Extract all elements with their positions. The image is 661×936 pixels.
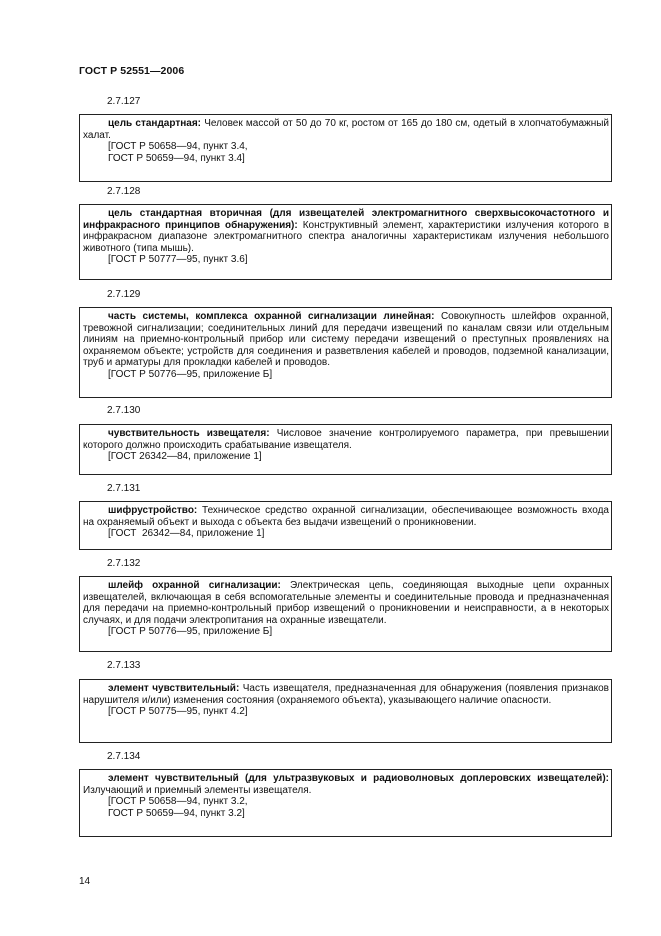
reference: [ГОСТ Р 50776—95, приложение Б] <box>108 626 273 638</box>
reference: [ГОСТ 26342—84, приложение 1] <box>108 528 265 540</box>
term-paragraph <box>83 208 609 254</box>
term: чувствительность извещателя: <box>108 428 270 439</box>
term: цель стандартная: <box>108 118 201 129</box>
reference: ГОСТ Р 50659—94, пункт 3.2] <box>108 807 245 819</box>
term-box <box>79 501 612 550</box>
term-paragraph <box>83 773 609 796</box>
term-box <box>79 679 612 743</box>
reference: [ГОСТ Р 50658—94, пункт 3.4, <box>108 141 248 153</box>
entry-number: 2.7.134 <box>107 751 141 762</box>
reference: [ГОСТ Р 50777—95, пункт 3.6] <box>108 254 248 266</box>
definition: Электрическая цепь, соединяющая выходные цепи охранных извещателей, включающая в себя вспомогательные элементы и соединительные провода и предназначенная для передачи на приемно-контрольный прибор извещений о проникновении и неисправности, а в некоторых случаях, и для подачи электропитания на охранные извещатели. <box>83 580 609 626</box>
definition: Совокупность шлейфов охранной, тревожной сигнализации; соединительных линий для передачи извещений по каналам связи или отдельным линиям на приемно-контрольный прибор или систему передачи извещений о преступных проявлениях на охраняемом объекте; устройств для соединения и разветвления кабелей и проводов, подземной канализации, труб и арматуры для прокладки кабелей и проводов. <box>83 311 609 369</box>
definition: Числовое значение контролируемого параметра, при превышении которого должно происходить срабатывание извещателя. <box>83 428 609 451</box>
term-box <box>79 114 612 182</box>
definition: Техническое средство охранной сигнализации, обеспечивающее возможность входа на охраняемый объект и выхода с объекта без выдачи извещений о проникновении. <box>83 505 609 528</box>
term: часть системы, комплекса охранной сигнализации линейная: <box>108 311 435 322</box>
term: цель стандартная вторичная (для извещателей электромагнитного сверхвысокочастотного и инфракрасного принципов обнаружения): <box>83 208 609 231</box>
document-header: ГОСТ Р 52551—2006 <box>79 65 185 77</box>
definition: Излучающий и приемный элементы извещателя. <box>83 784 312 796</box>
term: элемент чувствительный: <box>108 683 240 694</box>
reference: [ГОСТ Р 50776—95, приложение Б] <box>108 368 273 380</box>
entry-number: 2.7.130 <box>107 405 141 416</box>
term: шифрустройство: <box>108 505 198 516</box>
term-paragraph <box>83 428 609 451</box>
entry-number: 2.7.133 <box>107 660 141 671</box>
term-paragraph <box>83 118 609 141</box>
reference: [ГОСТ 26342—84, приложение 1] <box>108 451 262 463</box>
page-number: 14 <box>79 876 91 887</box>
term-box <box>79 204 612 280</box>
definition: Конструктивный элемент, характеристики излучения которого в инфракрасном диапазоне электромагнитного спектра аналогичны характеристикам излучения небольшого животного (типа мышь). <box>83 219 610 254</box>
definition: Часть извещателя, предназначенная для обнаружения (появления признаков нарушителя и/или) изменения состояния (охраняемого объекта), указывающего наличие опасности. <box>83 683 609 706</box>
entry-number: 2.7.131 <box>107 483 141 494</box>
term-paragraph <box>83 505 609 528</box>
entry-number: 2.7.129 <box>107 289 141 300</box>
entry-number: 2.7.132 <box>107 558 141 569</box>
term-box <box>79 424 612 475</box>
term-box <box>79 769 612 837</box>
reference: [ГОСТ Р 50658—94, пункт 3.2, <box>108 796 248 808</box>
reference: ГОСТ Р 50659—94, пункт 3.4] <box>108 152 245 164</box>
reference: [ГОСТ Р 50775—95, пункт 4.2] <box>108 706 248 718</box>
term: шлейф охранной сигнализации: <box>108 580 281 591</box>
term-box <box>79 307 612 398</box>
term: элемент чувствительный (для ультразвуковых и радиоволновых доплеровских извещателей): <box>108 773 609 784</box>
term-box <box>79 576 612 652</box>
definition: Человек массой от 50 до 70 кг, ростом от 165 до 180 см, одетый в хлопчатобумажный халат. <box>83 118 609 141</box>
term-paragraph <box>83 683 609 706</box>
entry-number: 2.7.127 <box>107 96 141 107</box>
term-paragraph <box>83 311 609 369</box>
term-paragraph <box>83 580 609 626</box>
entry-number: 2.7.128 <box>107 186 141 197</box>
